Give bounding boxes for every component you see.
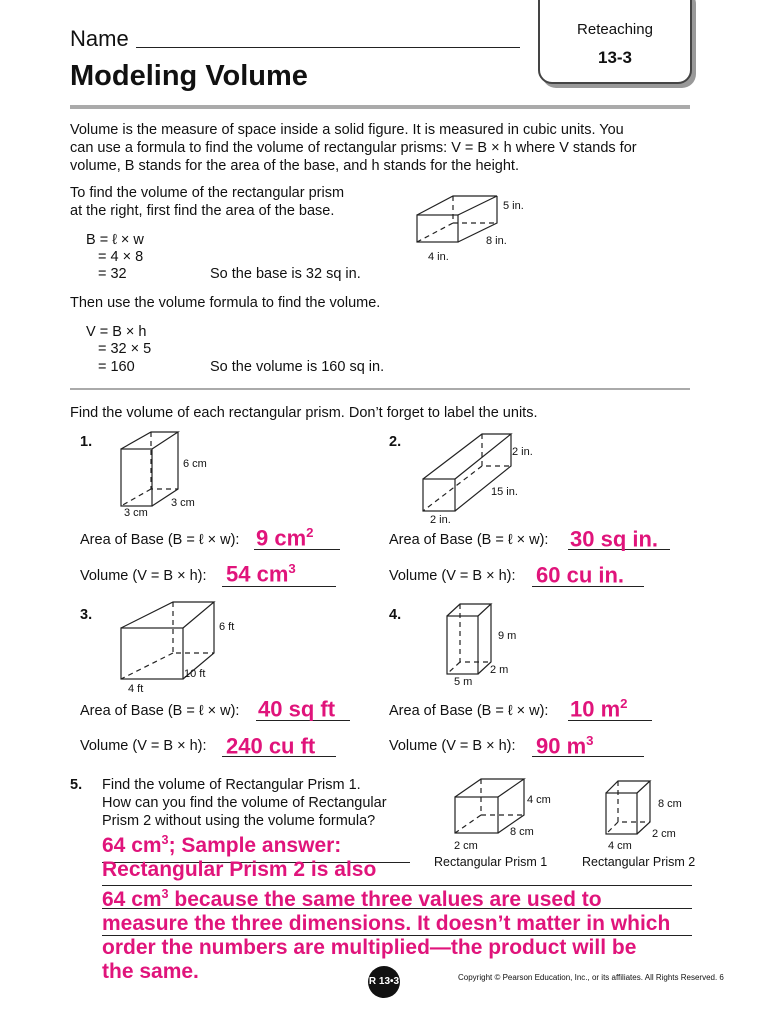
volume-step-3: = 160: [98, 359, 135, 375]
prism-1-length-label: 2 cm: [454, 840, 478, 852]
problem-2-volume-label: Volume (V = B × h):: [389, 568, 516, 584]
prism-1-height-label: 4 cm: [527, 794, 551, 806]
prism-2-width-label: 2 cm: [652, 828, 676, 840]
volume-step-2: = 32 × 5: [98, 341, 152, 357]
base-step-2: = 4 × 8: [98, 249, 144, 265]
problem-1-area-label: Area of Base (B = ℓ × w):: [80, 532, 240, 548]
problem-1-area-answer: 9 $cm^2$: [256, 525, 314, 551]
problem-5-number: 5.: [70, 777, 83, 793]
problem-1-width-label: 3 cm: [171, 497, 195, 509]
answer-row-3: 64 $cm^3$ because the same three values are used to: [102, 887, 602, 911]
answer-row-2: Rectangular Prism 2 is also: [102, 858, 377, 881]
prism-1-caption: Rectangular Prism 1: [434, 855, 548, 869]
problem-3-area-answer: 40 sq ft: [258, 696, 336, 722]
name-label: Name: [70, 26, 129, 51]
problem-1-length-label: 3 cm: [124, 507, 148, 519]
tab-label: Reteaching: [577, 21, 653, 38]
problem-2-number: 2.: [389, 434, 402, 450]
then-text: Then use the volume formula to find the volume.: [70, 295, 381, 311]
intro-line-2: can use a formula to find the volume of rectangular prisms: V = B × h where V stands for: [70, 140, 637, 156]
lesson-tab: [538, 0, 692, 84]
problem-5-answer: [102, 828, 692, 984]
problem-5-question-3: Prism 2 without using the volume formula?: [102, 813, 376, 829]
problem-2-area-label: Area of Base (B = ℓ × w):: [389, 532, 549, 548]
intro-line-3: volume, B stands for the area of the base, and h stands for the height.: [70, 158, 519, 174]
prism-1-width-label: 8 cm: [510, 826, 534, 838]
answer-row-6: the same.: [102, 960, 199, 983]
problem-2-prism: [420, 432, 520, 517]
problem-5-question-1: Find the volume of Rectangular Prism 1.: [102, 777, 361, 793]
page-title: Modeling Volume: [70, 60, 308, 92]
problem-3-width-label: 10 ft: [184, 668, 206, 680]
problem-1-number: 1.: [80, 434, 93, 450]
problem-3-length-label: 4 ft: [128, 683, 144, 695]
problem-3-height-label: 6 ft: [219, 621, 235, 633]
prism-2-height-label: 8 cm: [658, 798, 682, 810]
section-rule: [70, 388, 690, 390]
answer-row-5: order the numbers are multiplied—the product will be: [102, 936, 637, 959]
base-step-1: B = ℓ × w: [86, 232, 144, 248]
problem-2-volume-answer: 60 cu in.: [536, 562, 625, 588]
problem-2-width-label: 15 in.: [491, 486, 518, 498]
prism-2-caption: Rectangular Prism 2: [582, 855, 696, 869]
example-width-label: 8 in.: [486, 235, 507, 247]
example-line-1: To find the volume of the rectangular prism: [70, 185, 345, 201]
problem-2-height-label: 2 in.: [512, 446, 533, 458]
volume-note: So the volume is 160 sq in.: [210, 359, 385, 375]
example-line-2: at the right, first find the area of the base.: [70, 203, 335, 219]
base-note: So the base is 32 sq in.: [210, 266, 361, 282]
problem-1-height-label: 6 cm: [183, 458, 207, 470]
base-step-3: = 32: [98, 266, 127, 282]
header-rule: [70, 105, 690, 109]
problem-1-volume-answer: 54 $cm^3$: [226, 561, 296, 587]
problem-5-question-2: How can you find the volume of Rectangular: [102, 795, 387, 811]
problem-2-area-answer: 30 sq in.: [570, 526, 659, 552]
copyright: Copyright © Pearson Education, Inc., or its affiliates. All Rights Reserved. 6: [458, 973, 724, 982]
problem-4-height-label: 9 m: [498, 630, 517, 642]
volume-step-1: V = B × h: [86, 324, 147, 340]
problem-4-width-label: 2 m: [490, 664, 509, 676]
example-length-label: 4 in.: [428, 251, 449, 263]
example-height-label: 5 in.: [503, 200, 524, 212]
problem-3-volume-label: Volume (V = B × h):: [80, 738, 207, 754]
lesson-badge: R 13•3: [368, 966, 400, 998]
problem-4-area-label: Area of Base (B = ℓ × w):: [389, 703, 549, 719]
prism-2-length-label: 4 cm: [608, 840, 632, 852]
answer-row-1: 64 $cm^3$; Sample answer:: [102, 833, 342, 857]
problem-3-number: 3.: [80, 607, 93, 623]
intro-line-1: Volume is the measure of space inside a solid figure. It is measured in cubic units. You: [70, 122, 624, 138]
answer-row-4: measure the three dimensions. It doesn’t matter in which: [102, 912, 671, 935]
problem-4-length-label: 5 m: [454, 676, 473, 688]
problem-4-volume-answer: 90 $m^3$: [536, 733, 594, 759]
problem-1-volume-label: Volume (V = B × h):: [80, 568, 207, 584]
problem-4-number: 4.: [389, 607, 402, 623]
instructions: Find the volume of each rectangular prism. Don’t forget to label the units.: [70, 405, 538, 421]
tab-number: 13-3: [597, 48, 633, 67]
problem-3-area-label: Area of Base (B = ℓ × w):: [80, 703, 240, 719]
problem-3-volume-answer: 240 cu ft: [226, 733, 316, 759]
problem-4-volume-label: Volume (V = B × h):: [389, 738, 516, 754]
problem-4-area-answer: 10 $m^2$: [570, 696, 628, 722]
problem-3-prism: [118, 600, 223, 685]
name-line[interactable]: [136, 47, 520, 48]
problem-2-length-label: 2 in.: [430, 514, 451, 526]
